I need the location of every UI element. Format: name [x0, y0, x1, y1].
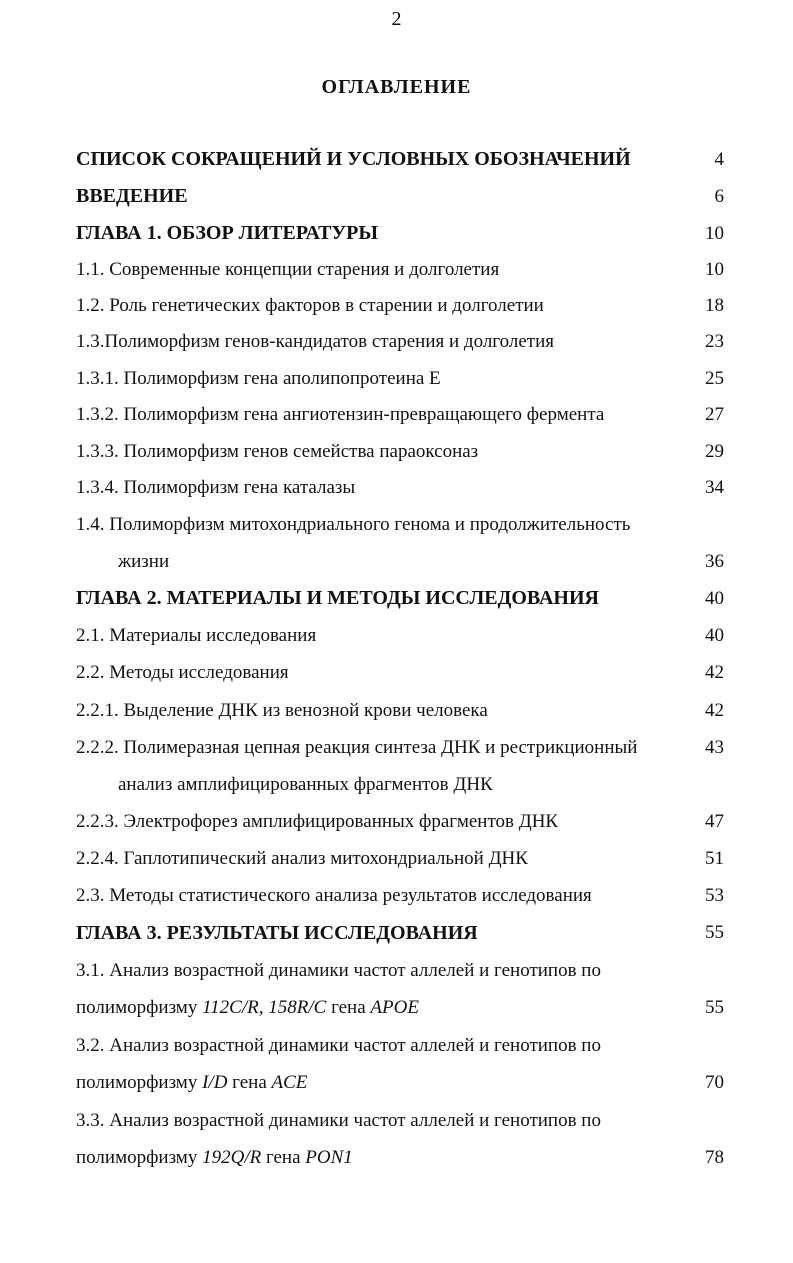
toc-entry-3-2[interactable]: 3.2. Анализ возрастной динамики частот аллелей и генотипов по: [76, 1035, 601, 1056]
toc-polymorphism-name: 112C/R, 158R/C: [202, 997, 327, 1018]
toc-entry-1-3-1[interactable]: 1.3.1. Полиморфизм гена аполипопротеина Е: [76, 368, 441, 389]
toc-entry-chapter-2[interactable]: ГЛАВА 2. МАТЕРИАЛЫ И МЕТОДЫ ИССЛЕДОВАНИЯ: [76, 587, 599, 609]
toc-entry-2-1[interactable]: 2.1. Материалы исследования: [76, 625, 317, 646]
toc-entry-1-3-4[interactable]: 1.3.4. Полиморфизм гена каталазы: [76, 477, 356, 498]
page-title: ОГЛАВЛЕНИЕ: [321, 76, 472, 98]
toc-polymorphism-name: 192Q/R: [202, 1147, 262, 1168]
toc-text: гена: [261, 1147, 306, 1168]
toc-page-number: 78: [705, 1147, 724, 1168]
toc-text: полиморфизму: [76, 1072, 203, 1093]
toc-page-number: 51: [705, 848, 724, 869]
toc-text: гена: [326, 997, 371, 1018]
toc-page-number: 6: [714, 186, 724, 207]
toc-gene-name: PON1: [305, 1147, 353, 1168]
toc-page-number: 47: [705, 811, 724, 832]
toc-page-number: 27: [705, 404, 724, 425]
toc-page-number: 70: [705, 1072, 724, 1093]
toc-entry-3-1[interactable]: 3.1. Анализ возрастной динамики частот аллелей и генотипов по: [76, 960, 601, 981]
toc-entry-abbreviations[interactable]: СПИСОК СОКРАЩЕНИЙ И УСЛОВНЫХ ОБОЗНАЧЕНИЙ: [76, 148, 631, 170]
toc-entry-2-2-2[interactable]: 2.2.2. Полимеразная цепная реакция синтеза ДНК и рестрикционный: [76, 737, 638, 758]
toc-text: гена: [227, 1072, 272, 1093]
toc-page-number: 42: [705, 700, 724, 721]
toc-page-number: 10: [705, 259, 724, 280]
toc-entry-2-2-4[interactable]: 2.2.4. Гаплотипический анализ митохондриальной ДНК: [76, 848, 528, 869]
toc-entry-introduction[interactable]: ВВЕДЕНИЕ: [76, 185, 188, 207]
toc-page-number: 4: [714, 149, 724, 170]
toc-entry-1-3[interactable]: 1.3.Полиморфизм генов-кандидатов старения и долголетия: [76, 331, 555, 352]
toc-entry-1-4[interactable]: 1.4. Полиморфизм митохондриального генома и продолжительность: [76, 514, 631, 535]
toc-entry-1-4-continuation[interactable]: жизни: [118, 551, 170, 572]
toc-entry-2-2[interactable]: 2.2. Методы исследования: [76, 662, 289, 683]
toc-page-number: 55: [705, 922, 724, 943]
toc-page-number: 43: [705, 737, 724, 758]
toc-entry-3-2-continuation[interactable]: [76, 1072, 307, 1094]
toc-entry-2-2-3[interactable]: 2.2.3. Электрофорез амплифицированных фрагментов ДНК: [76, 811, 559, 832]
toc-text: полиморфизму: [76, 997, 203, 1018]
toc-entry-1-3-2[interactable]: 1.3.2. Полиморфизм гена ангиотензин-превращающего фермента: [76, 404, 605, 425]
toc-entry-3-1-continuation[interactable]: [76, 997, 419, 1019]
toc-page-number: 29: [705, 441, 724, 462]
toc-entry-2-2-2-continuation[interactable]: анализ амплифицированных фрагментов ДНК: [118, 774, 493, 795]
toc-text: полиморфизму: [76, 1147, 203, 1168]
toc-page-number: 36: [705, 551, 724, 572]
toc-page-number: 23: [705, 331, 724, 352]
toc-page-number: 42: [705, 662, 724, 683]
toc-page-number: 40: [705, 588, 724, 609]
toc-entry-2-2-1[interactable]: 2.2.1. Выделение ДНК из венозной крови человека: [76, 700, 488, 721]
toc-entry-1-2[interactable]: 1.2. Роль генетических факторов в старении и долголетии: [76, 295, 544, 316]
toc-entry-chapter-1[interactable]: ГЛАВА 1. ОБЗОР ЛИТЕРАТУРЫ: [76, 222, 379, 244]
toc-page-number: 55: [705, 997, 724, 1018]
toc-entry-3-3-continuation[interactable]: [76, 1147, 353, 1169]
toc-entry-1-1[interactable]: 1.1. Современные концепции старения и долголетия: [76, 259, 500, 280]
toc-entry-1-3-3[interactable]: 1.3.3. Полиморфизм генов семейства параоксоназ: [76, 441, 479, 462]
toc-page-number: 10: [705, 223, 724, 244]
toc-entry-3-3[interactable]: 3.3. Анализ возрастной динамики частот аллелей и генотипов по: [76, 1110, 601, 1131]
toc-gene-name: APOE: [370, 997, 419, 1018]
page-number: 2: [391, 8, 402, 30]
toc-page-number: 53: [705, 885, 724, 906]
toc-gene-name: ACE: [271, 1072, 308, 1093]
toc-entry-chapter-3[interactable]: ГЛАВА 3. РЕЗУЛЬТАТЫ ИССЛЕДОВАНИЯ: [76, 922, 478, 944]
toc-page-number: 18: [705, 295, 724, 316]
toc-polymorphism-name: I/D: [202, 1072, 228, 1093]
toc-page-number: 34: [705, 477, 724, 498]
toc-page-number: 25: [705, 368, 724, 389]
toc-entry-2-3[interactable]: 2.3. Методы статистического анализа результатов исследования: [76, 885, 592, 906]
toc-page-number: 40: [705, 625, 724, 646]
